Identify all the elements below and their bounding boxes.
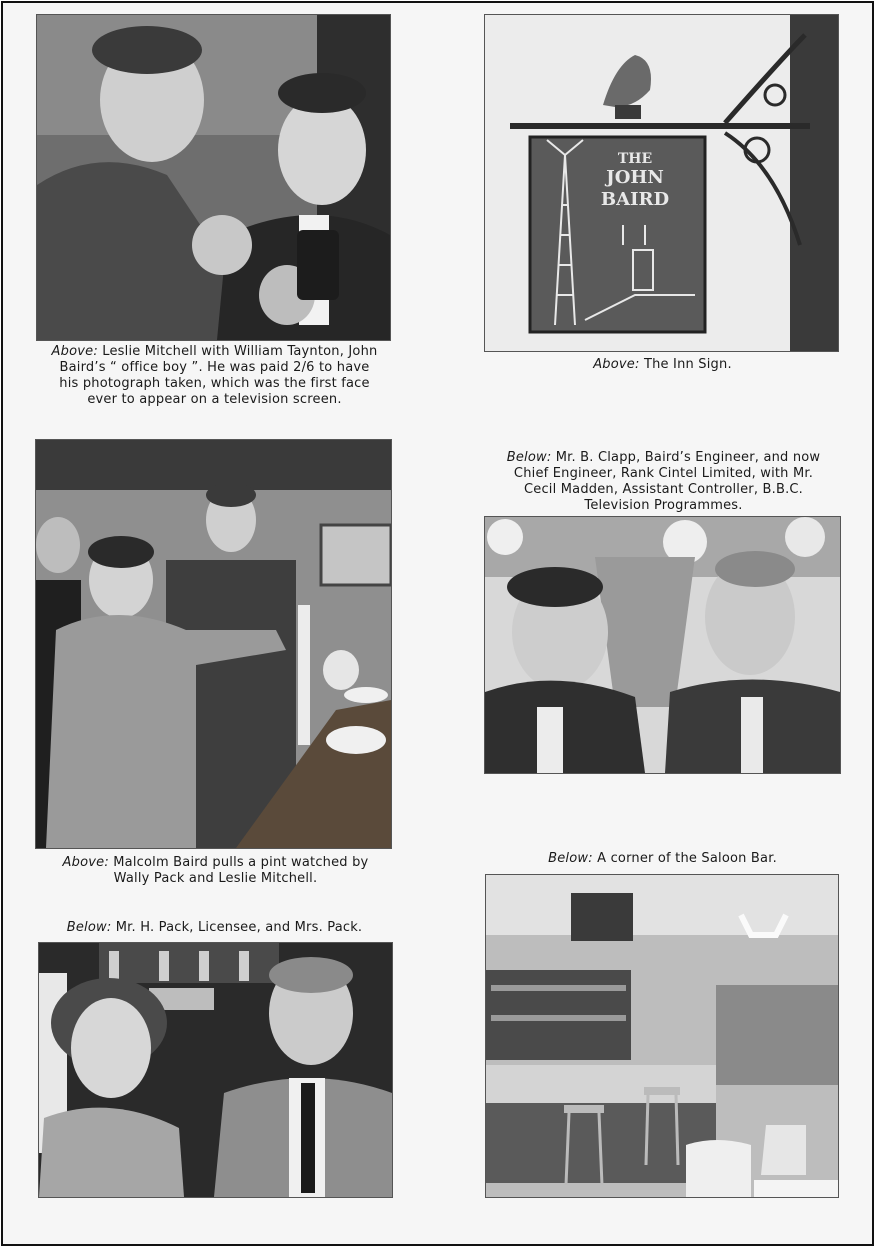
sign-line3: BAIRD — [600, 189, 670, 210]
caption-text: A corner of the Saloon Bar. — [597, 851, 777, 866]
caption-inn-sign — [484, 357, 841, 373]
caption-text: Leslie Mitchell with William Taynton, John Baird’s “ office boy ”. He was paid 2/6 to have his photograph taken, which was the first face ever to appear on a television screen. — [59, 344, 378, 407]
caption-lead: Above: — [51, 344, 98, 359]
sign-line1: THE — [617, 151, 653, 167]
caption-clapp — [496, 450, 831, 514]
caption-lead: Above: — [593, 357, 640, 372]
photo-saloon-bar — [485, 874, 839, 1198]
caption-text: Mr. H. Pack, Licensee, and Mrs. Pack. — [115, 920, 363, 935]
caption-saloon — [484, 851, 841, 867]
caption-text: The Inn Sign. — [643, 357, 732, 372]
sign-line2: JOHN — [606, 167, 664, 188]
caption-lead: Below: — [66, 920, 112, 935]
caption-malcolm — [48, 855, 383, 887]
caption-pack — [38, 920, 391, 936]
caption-text: Malcolm Baird pulls a pint watched by Wally Pack and Leslie Mitchell. — [113, 855, 369, 886]
caption-mitchell — [48, 344, 381, 408]
photo-clapp-madden — [484, 516, 841, 774]
photo-inn-sign — [484, 14, 839, 352]
caption-lead: Above: — [62, 855, 109, 870]
caption-lead: Below: — [548, 851, 593, 866]
photo-mitchell-taynton — [36, 14, 391, 341]
photo-malcolm-baird — [35, 439, 392, 849]
caption-lead: Below: — [506, 450, 552, 465]
photo-mr-mrs-pack — [38, 942, 393, 1198]
caption-text: Mr. B. Clapp, Baird’s Engineer, and now Chief Engineer, Rank Cintel Limited, with Mr. Cecil Madden, Assistant Controller, B.B.C. Television Programmes. — [513, 450, 821, 513]
